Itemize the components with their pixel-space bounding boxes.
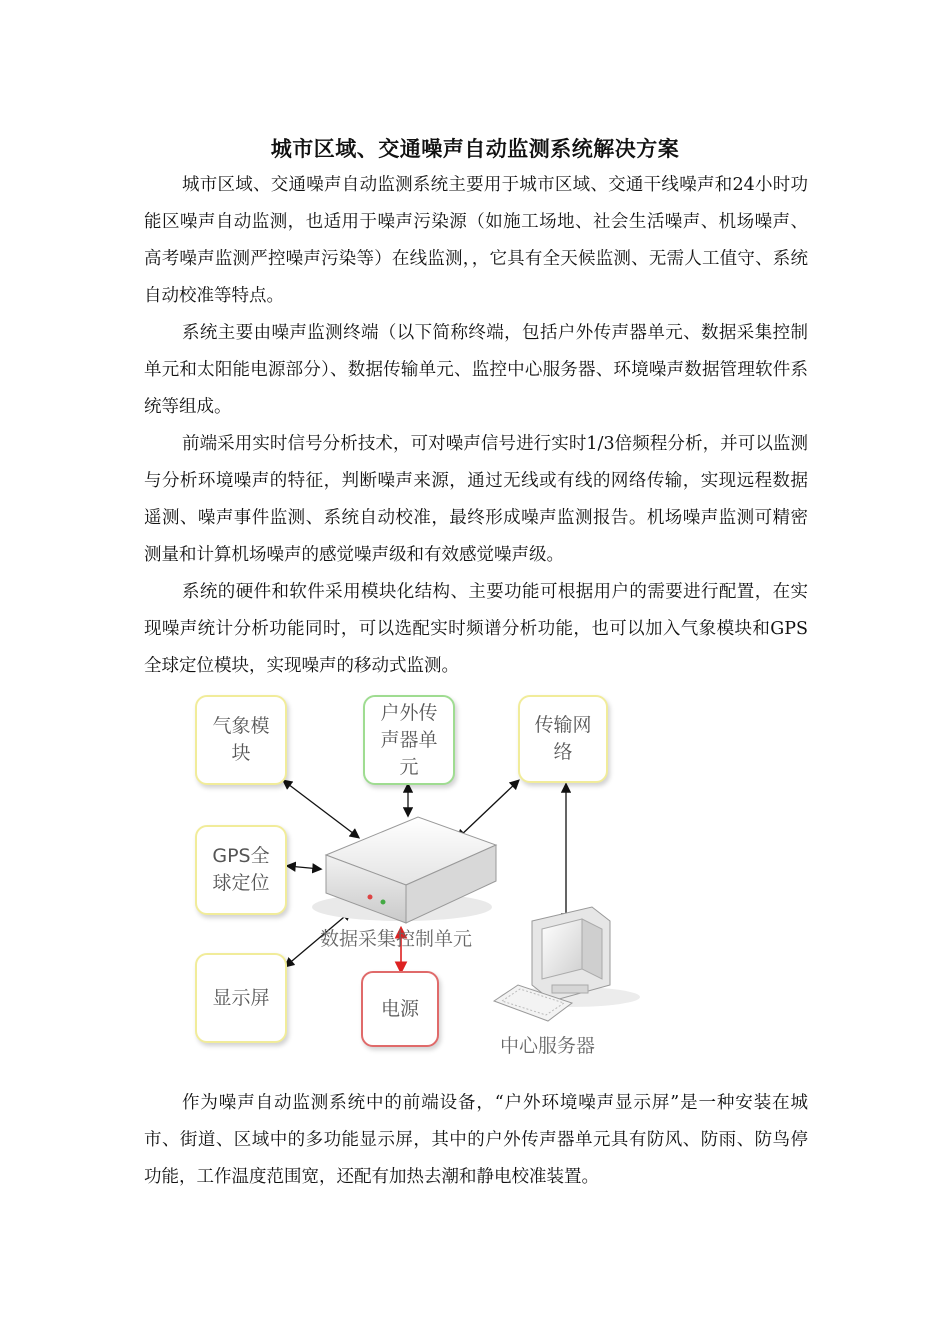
daq-unit-label: 数据采集控制单元 — [320, 928, 473, 950]
outdoor-mic-unit-label: 户外传声器单元 — [380, 701, 438, 778]
daq-device-icon — [312, 817, 496, 923]
outdoor-mic-unit-box — [363, 695, 455, 785]
transmission-network-box — [518, 695, 608, 783]
paragraph-frontend: 前端采用实时信号分析技术，可对噪声信号进行实时1/3倍频程分析，并可以监测与分析环境噪声的特征，判断噪声来源，通过无线或有线的网络传输，实现远程数据遥测、噪声事件监测、系统自动校准，最终形成噪声监测报告。机场噪声监测可精密测量和计算机场噪声的感觉噪声级和有效感觉噪声级。 — [144, 434, 808, 565]
arrow-network-daq — [458, 781, 518, 838]
paragraph-composition: 系统主要由噪声监测终端（以下简称终端，包括户外传声器单元、数据采集控制单元和太阳能电源部分）、数据传输单元、监控中心服务器、环境噪声数据管理软件系统等组成。 — [144, 323, 808, 417]
page-title: 城市区域、交通噪声自动监测系统解决方案 — [270, 137, 680, 161]
weather-module-label: 气象模块 — [212, 715, 270, 764]
arrow-weather-daq — [284, 781, 358, 837]
paragraph-intro: 城市区域、交通噪声自动监测系统主要用于城市区域、交通干线噪声和24小时功能区噪声自动监测，也适用于噪声污染源（如施工场地、社会生活噪声、机场噪声、高考噪声监测严控噪声污染等）在线监测，，它具有全天候监测、无需人工值守、系统自动校准等特点。 — [144, 175, 808, 306]
arrow-gps-daq — [288, 866, 320, 869]
central-server-label: 中心服务器 — [500, 1035, 596, 1057]
gps-module-label: GPS全球定位 — [212, 845, 270, 894]
power-supply-box — [361, 971, 439, 1047]
gps-module-box — [195, 825, 287, 915]
system-diagram — [180, 685, 650, 1065]
display-screen-box — [195, 953, 287, 1043]
weather-module-box — [195, 695, 287, 785]
paragraph-display-screen: 作为噪声自动监测系统中的前端设备，“户外环境噪声显示屏”是一种安装在城市、街道、区域中的多功能显示屏，其中的户外传声器单元具有防风、防雨、防鸟停功能，工作温度范围宽，还配有加热去潮和静电校准装置。 — [144, 1093, 808, 1187]
paragraph-modular: 系统的硬件和软件采用模块化结构、主要功能可根据用户的需要进行配置，在实现噪声统计分析功能同时，可以选配实时频谱分析功能，也可以加入气象模块和GPS全球定位模块，实现噪声的移动式监测。 — [144, 582, 808, 676]
server-computer-icon — [494, 907, 640, 1021]
display-screen-label: 显示屏 — [212, 986, 270, 1009]
transmission-network-label: 传输网络 — [534, 714, 592, 763]
power-supply-label: 电源 — [380, 997, 419, 1020]
